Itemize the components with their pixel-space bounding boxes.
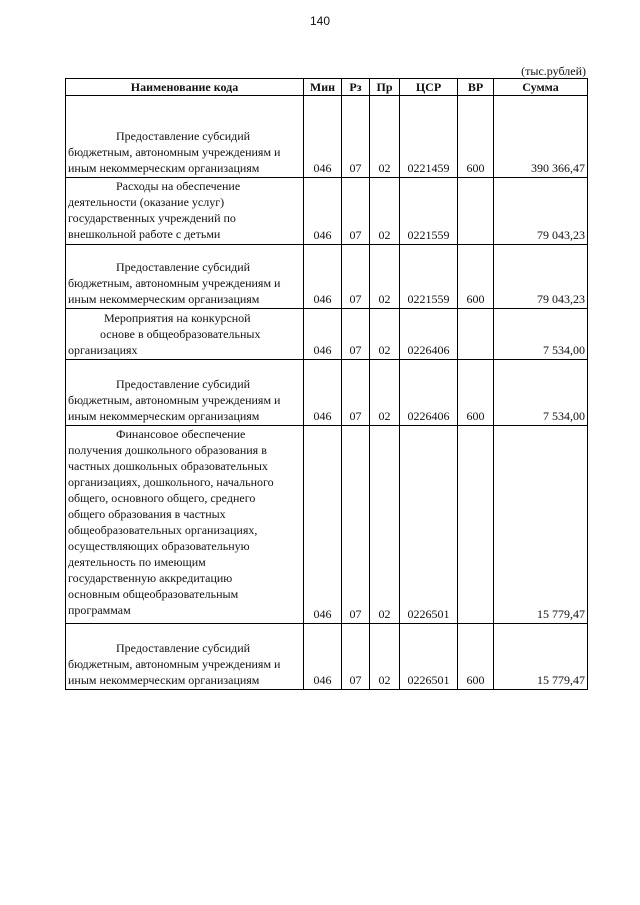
name-line: иным некоммерческим организациям <box>68 161 260 175</box>
cell-csr: 0221559 <box>400 245 458 309</box>
table-row <box>66 309 588 360</box>
name-line: общего, основного общего, среднего <box>68 491 256 505</box>
row-name <box>66 96 304 178</box>
row-name <box>66 360 304 426</box>
name-line: бюджетным, автономным учреждениям и <box>68 393 281 407</box>
name-line: внешкольной работе с детьми <box>68 227 221 241</box>
cell-pr: 02 <box>370 96 400 178</box>
cell-rz: 07 <box>342 360 370 426</box>
row-name <box>66 245 304 309</box>
name-line: основе в общеобразовательных <box>100 327 261 341</box>
name-line: государственную аккредитацию <box>68 571 233 585</box>
cell-min: 046 <box>304 178 342 245</box>
header-vr: ВР <box>458 79 494 96</box>
header-rz: Рз <box>342 79 370 96</box>
budget-table <box>65 78 588 690</box>
cell-min: 046 <box>304 245 342 309</box>
name-line: общего образования в частных <box>68 507 226 521</box>
name-line: деятельности (оказание услуг) <box>68 195 225 209</box>
cell-sum: 79 043,23 <box>494 178 588 245</box>
cell-pr: 02 <box>370 624 400 690</box>
name-line: государственных учреждений по <box>68 211 236 225</box>
table-row <box>66 178 588 245</box>
name-line: иным некоммерческим организациям <box>68 673 260 687</box>
cell-rz: 07 <box>342 245 370 309</box>
cell-csr: 0226501 <box>400 624 458 690</box>
table-row <box>66 426 588 624</box>
name-line: бюджетным, автономным учреждениям и <box>68 276 281 290</box>
name-line: Предоставление субсидий <box>116 377 251 391</box>
name-line: частных дошкольных образовательных <box>68 459 268 473</box>
cell-min: 046 <box>304 96 342 178</box>
header-min: Мин <box>304 79 342 96</box>
cell-sum: 15 779,47 <box>494 426 588 624</box>
header-name: Наименование кода <box>66 79 304 96</box>
cell-csr: 0221459 <box>400 96 458 178</box>
name-line: Предоставление субсидий <box>116 260 251 274</box>
cell-rz: 07 <box>342 624 370 690</box>
name-line: организациях, дошкольного, начального <box>68 475 274 489</box>
cell-pr: 02 <box>370 178 400 245</box>
cell-csr: 0226501 <box>400 426 458 624</box>
name-line: бюджетным, автономным учреждениям и <box>68 657 281 671</box>
cell-sum: 390 366,47 <box>494 96 588 178</box>
cell-csr: 0226406 <box>400 360 458 426</box>
name-line: организациях <box>68 343 138 357</box>
cell-rz: 07 <box>342 96 370 178</box>
table-header-row <box>66 79 588 96</box>
page-number: 140 <box>309 14 331 28</box>
cell-rz: 07 <box>342 309 370 360</box>
cell-rz: 07 <box>342 178 370 245</box>
cell-pr: 02 <box>370 426 400 624</box>
cell-vr: 600 <box>458 360 494 426</box>
cell-sum: 7 534,00 <box>494 309 588 360</box>
cell-vr <box>458 309 494 360</box>
row-name <box>66 426 304 624</box>
name-line: основным общеобразовательным <box>68 587 239 601</box>
cell-vr: 600 <box>458 96 494 178</box>
name-line: бюджетным, автономным учреждениям и <box>68 145 281 159</box>
cell-csr: 0226406 <box>400 309 458 360</box>
cell-pr: 02 <box>370 245 400 309</box>
row-name <box>66 624 304 690</box>
name-line: иным некоммерческим организациям <box>68 292 260 306</box>
cell-sum: 15 779,47 <box>494 624 588 690</box>
cell-min: 046 <box>304 426 342 624</box>
cell-rz: 07 <box>342 426 370 624</box>
cell-pr: 02 <box>370 360 400 426</box>
name-line: Расходы на обеспечение <box>116 179 241 193</box>
table-row <box>66 360 588 426</box>
cell-vr <box>458 178 494 245</box>
cell-vr: 600 <box>458 245 494 309</box>
cell-min: 046 <box>304 624 342 690</box>
cell-min: 046 <box>304 360 342 426</box>
name-line: Предоставление субсидий <box>116 129 251 143</box>
header-pr: Пр <box>370 79 400 96</box>
cell-csr: 0221559 <box>400 178 458 245</box>
cell-min: 046 <box>304 309 342 360</box>
table-row <box>66 624 588 690</box>
cell-sum: 7 534,00 <box>494 360 588 426</box>
cell-pr: 02 <box>370 309 400 360</box>
name-line: Предоставление субсидий <box>116 641 251 655</box>
units-label: (тыс.рублей) <box>521 64 586 78</box>
name-line: иным некоммерческим организациям <box>68 409 260 423</box>
name-line: осуществляющих образовательную <box>68 539 250 553</box>
name-line: Финансовое обеспечение <box>116 427 246 441</box>
row-name <box>66 309 304 360</box>
row-name <box>66 178 304 245</box>
name-line: деятельность по имеющим <box>68 555 206 569</box>
header-sum: Сумма <box>494 79 588 96</box>
name-line: Мероприятия на конкурсной <box>104 311 251 325</box>
table-row <box>66 96 588 178</box>
header-csr: ЦСР <box>400 79 458 96</box>
cell-vr <box>458 426 494 624</box>
name-line: общеобразовательных организациях, <box>68 523 258 537</box>
name-line: получения дошкольного образования в <box>68 443 267 457</box>
name-line: программам <box>68 603 131 617</box>
cell-sum: 79 043,23 <box>494 245 588 309</box>
table-row <box>66 245 588 309</box>
cell-vr: 600 <box>458 624 494 690</box>
